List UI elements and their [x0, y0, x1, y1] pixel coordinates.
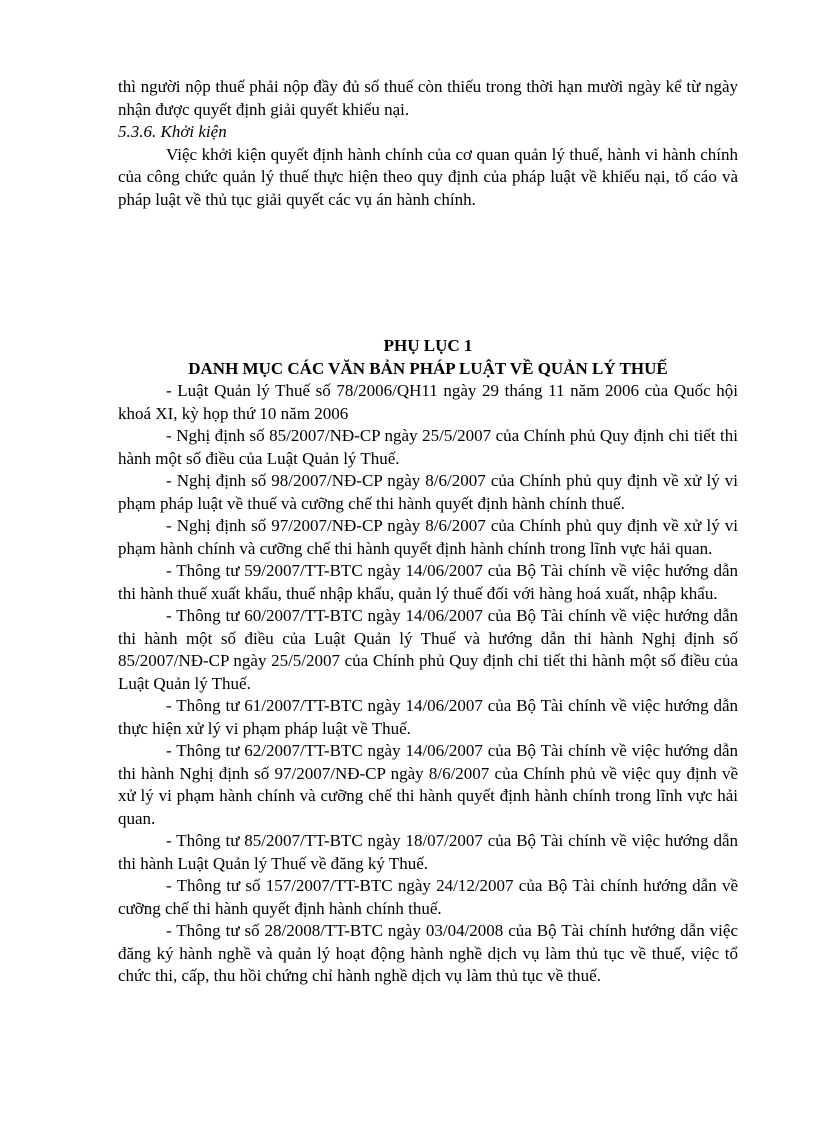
list-item: - Thông tư 85/2007/TT-BTC ngày 18/07/2007 của Bộ Tài chính về việc hướng dẫn thi hành Luật Quản lý Thuế về đăng ký Thuế. — [118, 831, 738, 873]
list-item: - Thông tư 59/2007/TT-BTC ngày 14/06/2007 của Bộ Tài chính về việc hướng dẫn thi hành thuế xuất khẩu, thuế nhập khẩu, quản lý thuế đối với hàng hoá xuất, nhập khẩu. — [118, 561, 738, 603]
list-item: - Thông tư 61/2007/TT-BTC ngày 14/06/2007 của Bộ Tài chính về việc hướng dẫn thực hiện xử lý vi phạm pháp luật về Thuế. — [118, 696, 738, 738]
document-page — [118, 76, 738, 988]
list-item: - Thông tư số 28/2008/TT-BTC ngày 03/04/2008 của Bộ Tài chính hướng dẫn việc đăng ký hành nghề và quản lý hoạt động hành nghề dịch vụ làm thủ tục về thuế, việc tổ chức thi, cấp, thu hồi chứng chỉ hành nghề dịch vụ làm thủ tục về thuế. — [118, 921, 738, 985]
legal-document-list — [118, 380, 738, 988]
appendix-subtitle: DANH MỤC CÁC VĂN BẢN PHÁP LUẬT VỀ QUẢN LÝ THUẾ — [188, 358, 668, 378]
section-heading: 5.3.6. Khởi kiện — [118, 122, 227, 141]
list-item: - Nghị định số 85/2007/NĐ-CP ngày 25/5/2007 của Chính phủ Quy định chi tiết thi hành một số điều của Luật Quản lý Thuế. — [118, 426, 738, 468]
list-item: - Thông tư số 157/2007/TT-BTC ngày 24/12/2007 của Bộ Tài chính hướng dẫn về cưỡng chế thi hành quyết định hành chính thuế. — [118, 876, 738, 918]
list-item: - Nghị định số 97/2007/NĐ-CP ngày 8/6/2007 của Chính phủ quy định về xử lý vi phạm hành chính và cưỡng chế thi hành quyết định hành chính trong lĩnh vực hải quan. — [118, 516, 738, 558]
list-item: - Thông tư 60/2007/TT-BTC ngày 14/06/2007 của Bộ Tài chính về việc hướng dẫn thi hành một số điều của Luật Quản lý Thuế và hướng dẫn thi hành Nghị định số 85/2007/NĐ-CP ngày 25/5/2007 của Chính phủ Quy định chi tiết thi hành một số điều của Luật Quản lý Thuế. — [118, 606, 738, 693]
page-gap — [118, 211, 738, 335]
list-item: - Luật Quản lý Thuế số 78/2006/QH11 ngày 29 tháng 11 năm 2006 của Quốc hội khoá XI, kỳ họp thứ 10 năm 2006 — [118, 381, 738, 423]
intro-paragraph: thì người nộp thuế phải nộp đầy đủ số thuế còn thiếu trong thời hạn mười ngày kể từ ngày nhận được quyết định giải quyết khiếu nại. — [118, 77, 738, 119]
appendix-title: PHỤ LỤC 1 — [383, 336, 473, 355]
section-body: Việc khởi kiện quyết định hành chính của cơ quan quản lý thuế, hành vi hành chính của công chức quản lý thuế thực hiện theo quy định của pháp luật về khiếu nại, tố cáo và pháp luật về thủ tục giải quyết các vụ án hành chính. — [118, 144, 738, 209]
list-item: - Thông tư 62/2007/TT-BTC ngày 14/06/2007 của Bộ Tài chính về việc hướng dẫn thi hành Nghị định số 97/2007/NĐ-CP ngày 8/6/2007 của Chính phủ về việc quy định về xử lý vi phạm hành chính và cưỡng chế thi hành quyết định hành chính trong lĩnh vực hải quan. — [118, 741, 738, 828]
list-item: - Nghị định số 98/2007/NĐ-CP ngày 8/6/2007 của Chính phủ quy định về xử lý vi phạm pháp luật về thuế và cưỡng chế thi hành quyết định hành chính thuế. — [118, 471, 738, 513]
